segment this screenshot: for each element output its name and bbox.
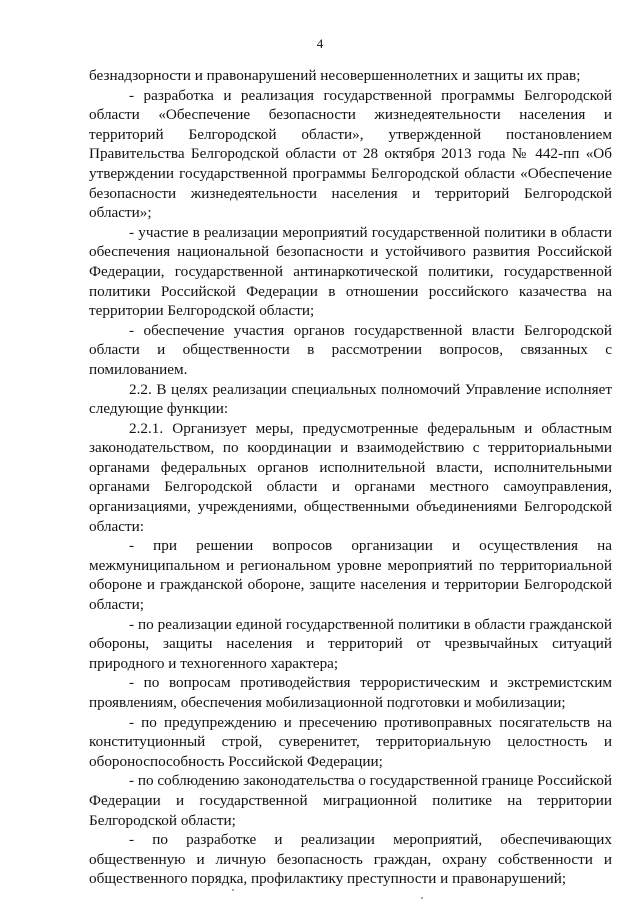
paragraph-8: - по реализации единой государственной политики в области гражданской обороны, защиты населения и территорий от чрезвычайных ситуаций природного и техногенного характера; bbox=[89, 615, 612, 672]
paragraph-5: 2.2. В целях реализации специальных полномочий Управление исполняет следующие функции: bbox=[89, 380, 612, 418]
paragraph-2: - разработка и реализация государственной программы Белгородской области «Обеспечение безопасности жизнедеятельности населения и территорий Белгородской области», утвержденной постановлением Правительства Белгородской области от 28 октября 2013 года № 442-пп «Об утверждении государственной программы Белгородской области «Обеспечение безопасности жизнедеятельности населения и территорий Белгородской области»; bbox=[89, 86, 612, 222]
paragraph-4: - обеспечение участия органов государственной власти Белгородской области и общественности в рассмотрении вопросов, связанных с помилованием. bbox=[89, 321, 612, 378]
page-number: 4 bbox=[316, 36, 324, 51]
paragraph-10: - по предупреждению и пресечению противоправных посягательств на конституционный строй, суверенитет, территориальную целостность и обороноспособность Российской Федерации; bbox=[89, 713, 612, 770]
paragraph-6: 2.2.1. Организует меры, предусмотренные федеральным и областным законодательством, по координации и взаимодействию с территориальными органами федеральных органов исполнительной власти, исполнительными органами Белгородской области и органами местного самоуправления, организациями, учреждениями, общественными объединениями Белгородской области: bbox=[89, 419, 612, 535]
paragraph-12: - по разработке и реализации мероприятий, обеспечивающих общественную и личную безопасность граждан, охрану собственности и общественного порядка, профилактику преступности и правонарушений; bbox=[89, 831, 612, 888]
paragraph-11: - по соблюдению законодательства о государственной границе Российской Федерации и государственной миграционной политике на территории Белгородской области; bbox=[89, 772, 612, 829]
scan-speck bbox=[421, 897, 423, 899]
scan-speck bbox=[232, 889, 234, 891]
paragraph-1: безнадзорности и правонарушений несовершеннолетних и защиты их прав; bbox=[89, 67, 581, 84]
paragraph-7: - при решении вопросов организации и осуществления на межмуниципальном и региональном уровне мероприятий по территориальной обороне и гражданской обороне, защите населения и территории Белгородской области; bbox=[89, 537, 612, 614]
paragraph-3: - участие в реализации мероприятий государственной политики в области обеспечения национальной безопасности и устойчивого развития Российской Федерации, государственной антинаркотической политики, государственной политики Российской Федерации в отношении российского казачества на территории Белгородской области; bbox=[89, 223, 612, 320]
paragraph-9: - по вопросам противодействия террористическим и экстремистским проявлениям, обеспечения мобилизационной подготовки и мобилизации; bbox=[89, 674, 612, 711]
document-body bbox=[89, 66, 612, 889]
